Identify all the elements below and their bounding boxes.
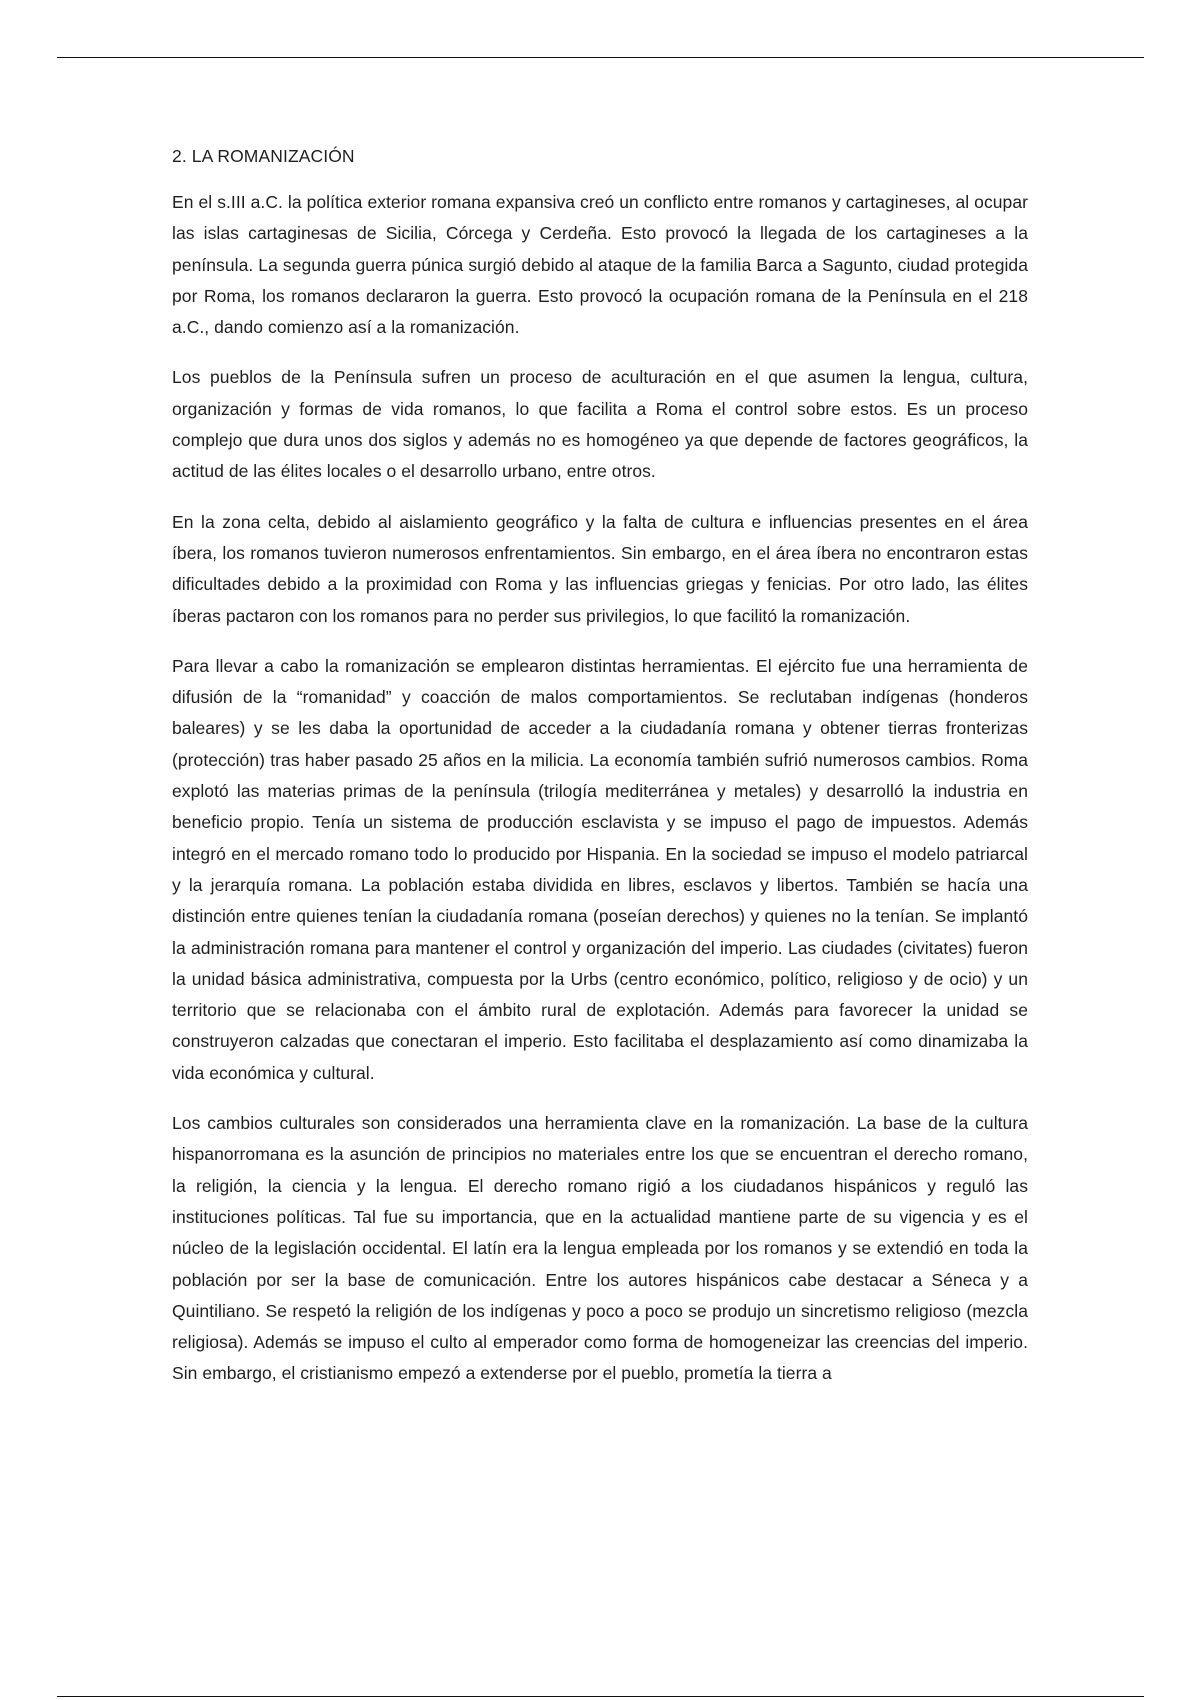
- footer-rule: [57, 1696, 1144, 1697]
- paragraph-regions: En la zona celta, debido al aislamiento geográfico y la falta de cultura e influencias presentes en el área íbera, los romanos tuvieron numerosos enfrentamientos. Sin embargo, en el área íbera no encontraron estas dificultades debido a la proximidad con Roma y las influencias griegas y fenicias. Por otro lado, las élites íberas pactaron con los romanos para no perder sus privilegios, lo que facilitó la romanización.: [172, 511, 1028, 626]
- section-heading: 2. LA ROMANIZACIÓN: [172, 146, 355, 166]
- document-body: [172, 144, 1028, 1409]
- paragraph-tools: Para llevar a cabo la romanización se emplearon distintas herramientas. El ejército fue una herramienta de difusión de la “romanidad” y coacción de malos comportamientos. Se reclutaban indígenas (honderos baleares) y se les daba la oportunidad de acceder a la ciudadanía romana y obtener tierras fronterizas (protección) tras haber pasado 25 años en la milicia. La economía también sufrió numerosos cambios. Roma explotó las materias primas de la península (trilogía mediterránea y metales) y desarrolló la industria en beneficio propio. Tenía un sistema de producción esclavista y se impuso el pago de impuestos. Además integró en el mercado romano todo lo producido por Hispania. En la sociedad se impuso el modelo patriarcal y la jerarquía romana. La población estaba dividida en libres, esclavos y libertos. También se hacía una distinción entre quienes tenían la ciudadanía romana (poseían derechos) y quienes no la tenían. Se implantó la administración romana para mantener el control y organización del imperio. Las ciudades (civitates) fueron la unidad básica administrativa, compuesta por la Urbs (centro económico, político, religioso y de ocio) y un territorio que se relacionaba con el ámbito rural de explotación. Además para favorecer la unidad se construyeron calzadas que conectaran el imperio. Esto facilitaba el desplazamiento así como dinamizaba la vida económica y cultural.: [172, 655, 1028, 1083]
- paragraph-acculturation: Los pueblos de la Península sufren un proceso de aculturación en el que asumen la lengua, cultura, organización y formas de vida romanos, lo que facilita a Roma el control sobre estos. Es un proceso complejo que dura unos dos siglos y además no es homogéneo ya que depende de factores geográficos, la actitud de las élites locales o el desarrollo urbano, entre otros.: [172, 367, 1028, 482]
- paragraph-context: En el s.III a.C. la política exterior romana expansiva creó un conflicto entre romanos y cartagineses, al ocupar las islas cartaginesas de Sicilia, Córcega y Cerdeña. Esto provocó la llegada de los cartagineses a la península. La segunda guerra púnica surgió debido al ataque de la familia Barca a Sagunto, ciudad protegida por Roma, los romanos declararon la guerra. Esto provocó la ocupación romana de la Península en el 218 a.C., dando comienzo así a la romanización.: [172, 192, 1028, 338]
- paragraph-culture: Los cambios culturales son considerados una herramienta clave en la romanización. La base de la cultura hispanorromana es la asunción de principios no materiales entre los que se encuentran el derecho romano, la religión, la ciencia y la lengua. El derecho romano rigió a los ciudadanos hispánicos y reguló las instituciones políticas. Tal fue su importancia, que en la actualidad mantiene parte de su vigencia y es el núcleo de la legislación occidental. El latín era la lengua empleada por los romanos y se extendió en toda la población por ser la base de comunicación. Entre los autores hispánicos cabe destacar a Séneca y a Quintiliano. Se respetó la religión de los indígenas y poco a poco se produjo un sincretismo religioso (mezcla religiosa). Además se impuso el culto al emperador como forma de homogeneizar las creencias del imperio. Sin embargo, el cristianismo empezó a extenderse por el pueblo, prometía la tierra a: [172, 1113, 1028, 1384]
- header-rule: [57, 57, 1144, 58]
